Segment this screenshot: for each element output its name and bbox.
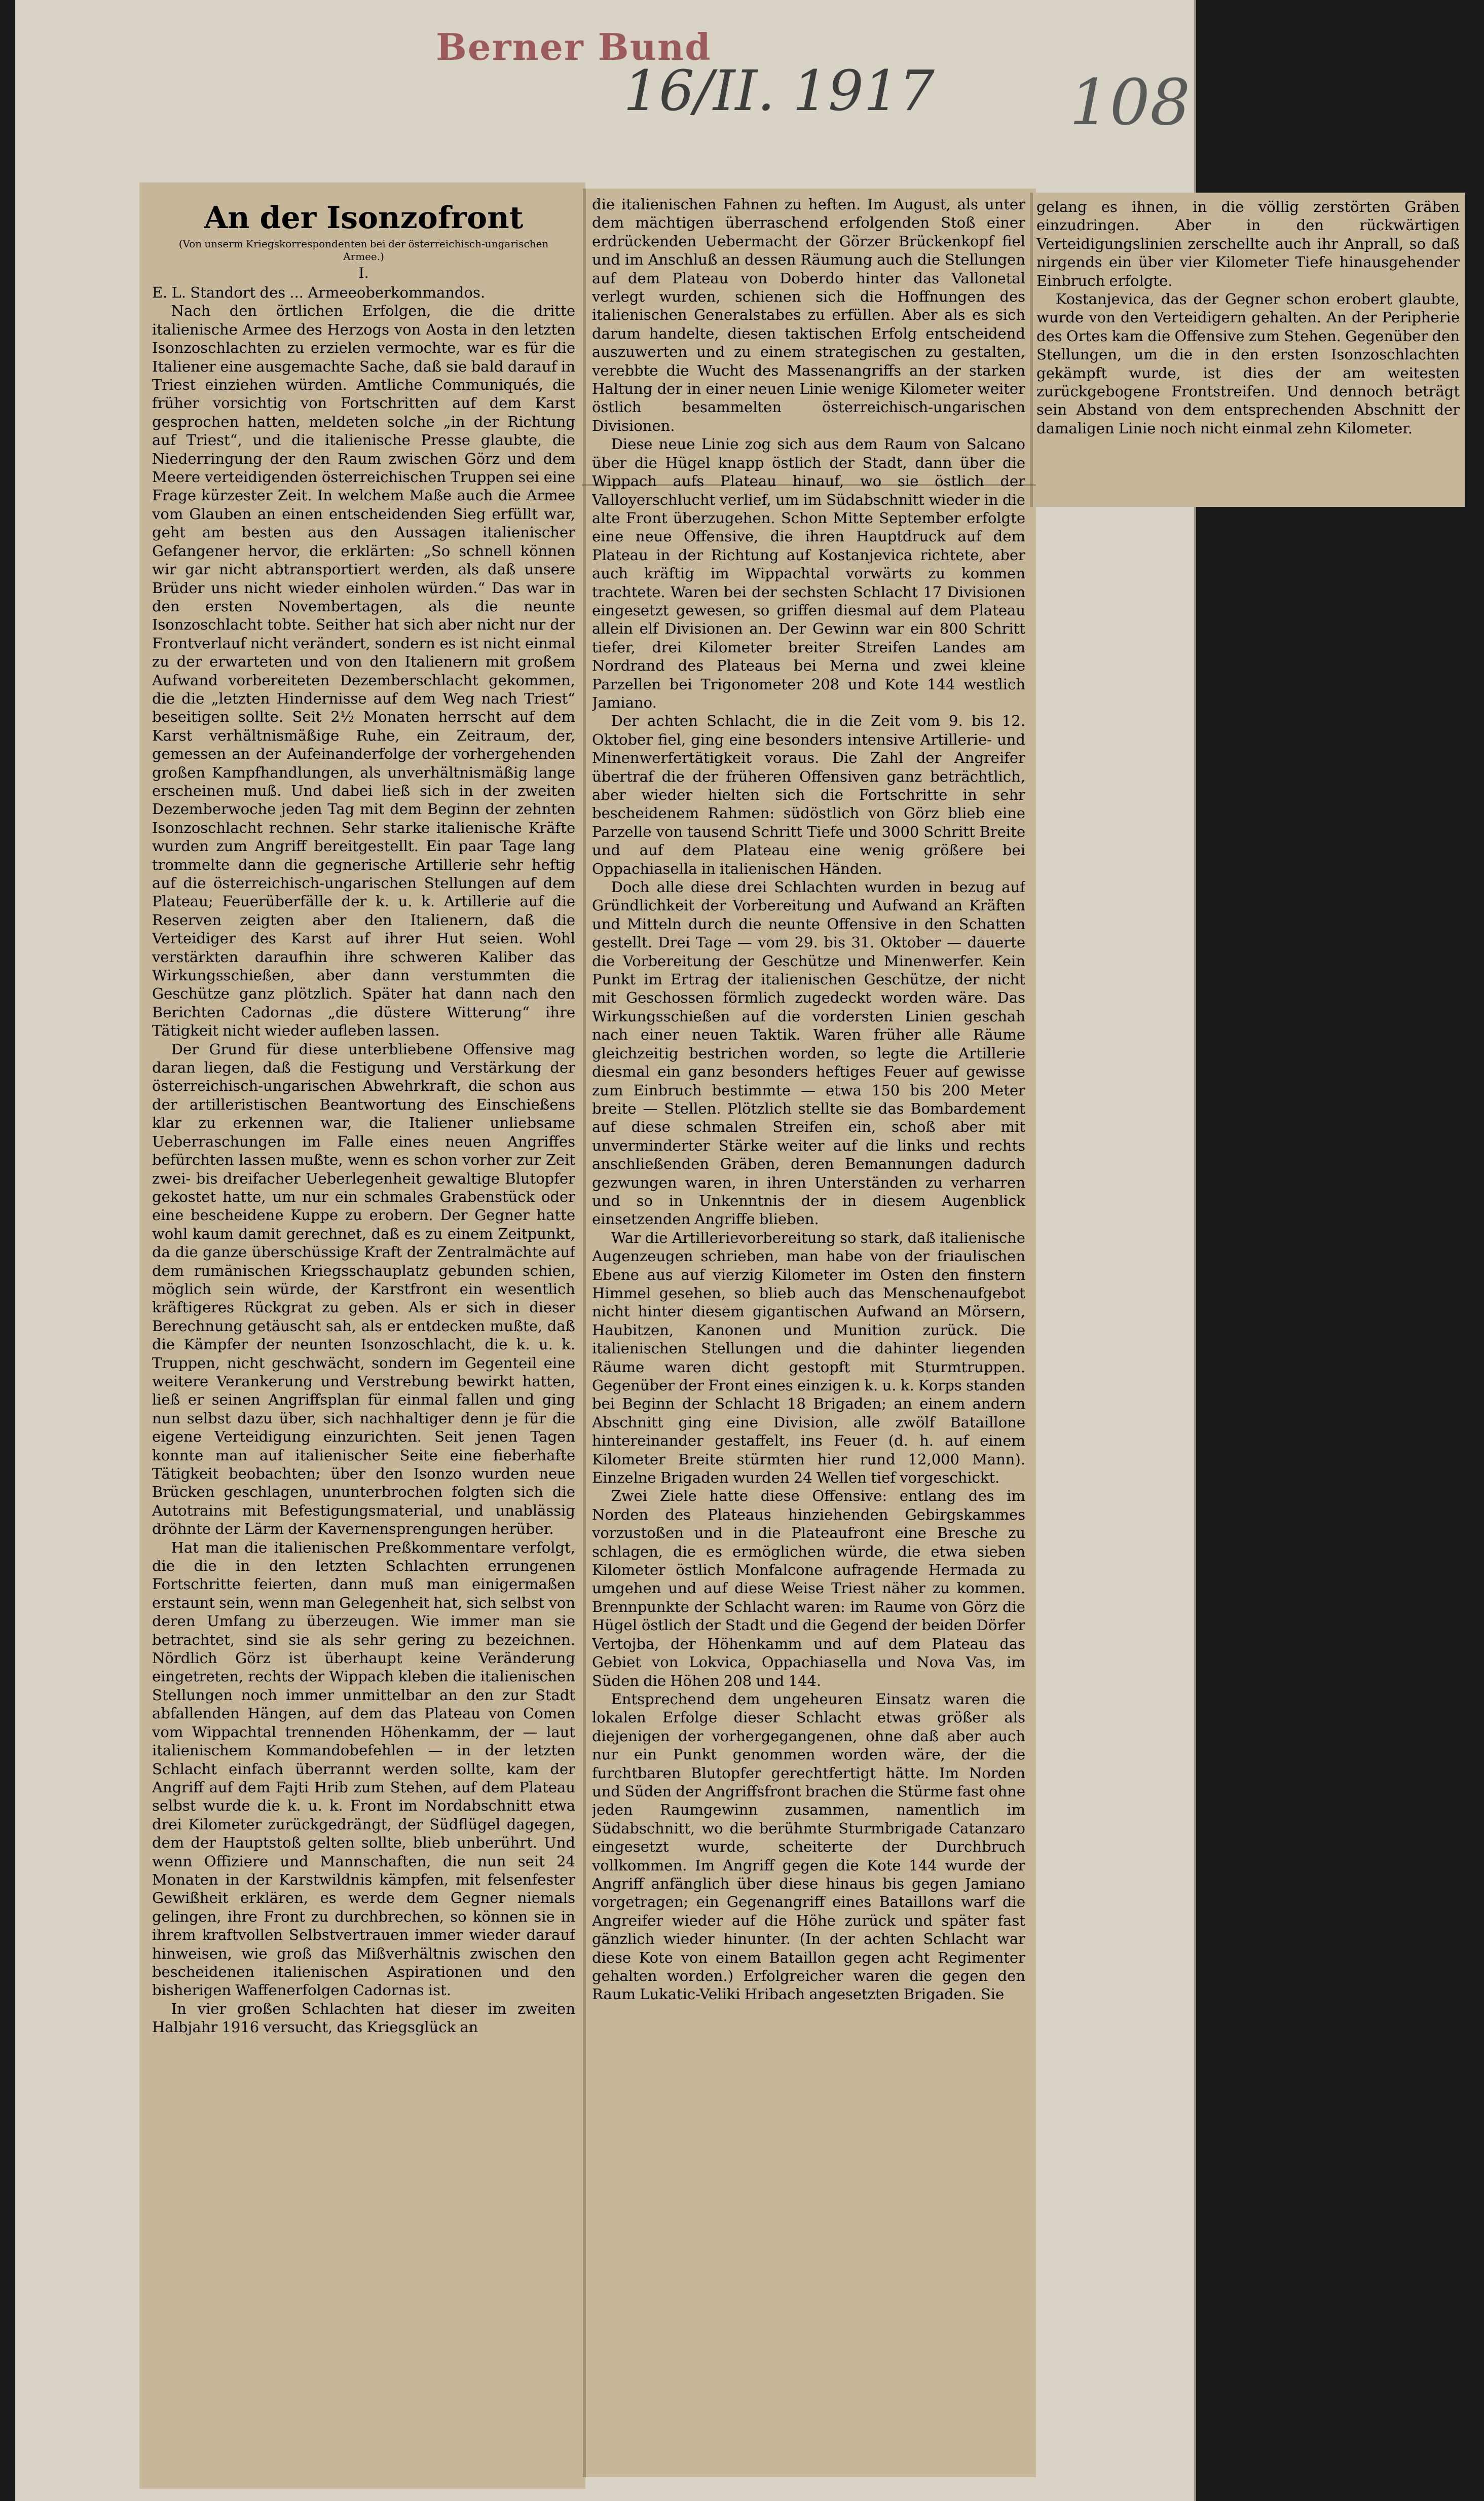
paragraph: Doch alle diese drei Schlachten wurden in bezug auf Gründlichkeit der Vorbereitung und Aufwand an Kräften und Mitteln durch die neunte Offensive in den Schatten gestellt. Drei Tage — vom 29. bis 31. Oktober — dauerte die Vorbereitung der Geschütze und Minenwerfer. Kein Punkt im Ertrag der italienischen Geschütze, der nicht mit Geschossen förmlich zugedeckt worden wäre. Das Wirkungsschießen auf die vordersten Linien geschah nach einer neuen Taktik. Waren früher alle Räume gleichzeitig bestrichen worden, so legte die Artillerie diesmal ein ganz besonders heftiges Feuer auf gewisse zum Einbruch bestimmte — etwa 150 bis 200 Meter breite — Stellen. Plötzlich stellte sie das Bombardement auf diese schmalen Streifen ein, schoß aber mit unverminderter Stärke weiter auf die links und rechts anschließenden Gräben, deren Bemannungen dadurch gezwungen waren, in ihren Unterständen zu verharren und so in Unkenntnis der in diesem Augenblick einsetzenden Angriffe blieben. — [592, 878, 1025, 1228]
paragraph: In vier großen Schlachten hat dieser im zweiten Halbjahr 1916 versucht, das Kriegsglück an — [152, 2000, 575, 2036]
paragraph: War die Artillerievorbereitung so stark, daß italienische Augenzeugen schrieben, man habe von der friaulischen Ebene aus auf vierzig Kilometer im Osten den finstern Himmel gesehen, so blieb auch das Menschenaufgebot nicht hinter diesem gigantischen Aufwand an Mörsern, Haubitzen, Kanonen und Munition zurück. Die italienischen Stellungen und die dahinter liegenden Räume waren dicht gestopft mit Sturmtruppen. Gegenüber der Front eines einzigen k. u. k. Korps standen bei Beginn der Schlacht 18 Brigaden; an einem andern Abschnitt ging eine Division, alle zwölf Bataillone hintereinander gestaffelt, ins Feuer (d. h. auf einem Kilometer Breite stürmten hier rund 12,000 Mann). Einzelne Brigaden wurden 24 Wellen tief vorgeschickt. — [592, 1229, 1025, 1487]
article-column-2 — [592, 195, 1025, 2471]
article-subtitle: (Von unserm Kriegskorrespondenten bei der österreichisch-ungarischen Armee.) — [178, 238, 549, 263]
dateline: E. L. Standort des ... Armeeoberkommandos. — [152, 284, 486, 301]
paragraph: die italienischen Fahnen zu heften. Im August, als unter dem mächtigen überraschend erfolgenden Stoß einer erdrückenden Uebermacht der Görzer Brückenkopf fiel und im Anschluß an dessen Räumung auch die Stellungen auf dem Plateau von Doberdo hinter das Vallonetal verlegt wurden, schienen sich die Hoffnungen des italienischen Generalstabes zu erfüllen. Aber als es sich darum handelte, diesen taktischen Erfolg entscheidend auszuwerten und zu einem strategischen zu gestalten, verebbte die Wucht des Massenangriffs an der starken Haltung der in einer neuen Linie wenige Kilometer weiter östlich besammelten österreichisch-ungarischen Divisionen. — [592, 196, 1025, 434]
section-number: I. — [358, 265, 369, 281]
paragraph: Hat man die italienischen Preßkommentare verfolgt, die die in den letzten Schlachten errungenen Fortschritte feierten, dann muß man einigermaßen erstaunt sein, wenn man Gelegenheit hat, sich selbst von deren Umfang zu überzeugen. Wie immer man sie betrachtet, sind sie als sehr gering zu bezeichnen. Nördlich Görz ist überhaupt keine Veränderung eingetreten, rechts der Wippach kleben die italienischen Stellungen noch immer unmittelbar an den zur Stadt abfallenden Hängen, auf dem das Plateau von Comen vom Wippachtal trennenden Höhenkamm, der — laut italienischem Kommandobefehlen — in der letzten Schlacht einfach überrannt werden sollte, kam der Angriff auf dem Fajti Hrib zum Stehen, auf dem Plateau selbst wurde die k. u. k. Front im Nordabschnitt etwa drei Kilometer zurückgedrängt, der Südflügel dagegen, dem der Hauptstoß gelten sollte, blieb unberührt. Und wenn Offiziere und Mannschaften, die nun seit 24 Monaten in der Karstwildnis kämpfen, mit felsenfester Gewißheit erklären, es werde dem Gegner niemals gelingen, ihre Front zu durchbrechen, so können sie in ihrem kraftvollen Selbstvertrauen immer wieder darauf hinweisen, wie groß das Mißverhältnis zwischen den bescheidenen italienischen Aspirationen und den bisherigen Waffenerfolgen Cadornas ist. — [152, 1538, 575, 1999]
paragraph: Kostanjevica, das der Gegner schon erobert glaubte, wurde von den Verteidigern gehalten. An der Peripherie des Ortes kam die Offensive zum Stehen. Gegenüber den Stellungen, um die in den ersten Isonzoschlachten gekämpft wurde, ist dies der am weitesten zurückgebogene Frontstreifen. Und dennoch beträgt sein Abstand von dem entsprechenden Abschnitt der damaligen Linie noch nicht einmal zehn Kilometer. — [1036, 290, 1460, 437]
handwritten-date: 16/II. 1917 — [623, 58, 935, 123]
fold-crease — [583, 189, 586, 2477]
paragraph: Nach den örtlichen Erfolgen, die die dritte italienische Armee des Herzogs von Aosta in den letzten Isonzoschlachten zu erzielen vermochte, war es für die Italiener eine ausgemachte Sache, daß sie bald darauf in Triest einziehen würden. Amtliche Communiqués, die früher vorsichtig von Fortschritten auf dem Karst gesprochen hatten, meldeten solche „in der Richtung auf Triest“, und die italienische Presse glaubte, die Niederringung der den Raum zwischen Görz und dem Meere verteidigenden österreichischen Truppen sei eine Frage kürzester Zeit. In welchem Maße auch die Armee vom Glauben an einen entscheidenden Sieg erfüllt war, geht am besten aus den Aussagen italienischer Gefangener hervor, die erklärten: „So schnell können wir gar nicht abtransportiert werden, als daß unsere Brüder uns nicht wieder einholen würden.“ Das war in den ersten Novembertagen, als die neunte Isonzoschlacht tobte. Seither hat sich aber nicht nur der Frontverlauf nicht verändert, sondern es ist nicht einmal zu der erwarteten und von den Italienern mit großem Aufwand vorbereiteten Dezemberschlacht gekommen, die die „letzten Hindernisse auf dem Weg nach Triest“ beseitigen sollte. Seit 2½ Monaten herrscht auf dem Karst verhältnismäßige Ruhe, ein Zeitraum, der, gemessen an der Aufeinanderfolge der vorhergehenden großen Kampfhandlungen, als unverhältnismäßig lange erscheinen muß. Und dabei ließ sich in der zweiten Dezemberwoche jeden Tag mit dem Beginn der zehnten Isonzoschlacht rechnen. Sehr starke italienische Kräfte wurden zum Angriff bereitgestellt. Ein paar Tage lang trommelte dann die gegnerische Artillerie sehr heftig auf die österreichisch-ungarischen Stellungen auf dem Plateau; Feuerüberfälle der k. u. k. Artillerie auf die Reserven zeigten aber den Italienern, daß die Verteidiger des Karst auf ihrer Hut seien. Wohl verstärkten daraufhin ihre schweren Kaliber das Wirkungsschießen, aber dann verstummten die Geschütze ganz plötzlich. Später hat dann nach den Berichten Cadornas „die düstere Witterung“ ihre Tätigkeit nicht wieder aufleben lassen. — [152, 302, 575, 1040]
article-column-3 — [1036, 198, 1460, 502]
newspaper-stamp: Berner Bund — [436, 25, 712, 68]
article-title: An der Isonzofront — [204, 200, 524, 236]
paragraph: Diese neue Linie zog sich aus dem Raum von Salcano über die Hügel knapp östlich der Stadt, dann über die Wippach aufs Plateau hinauf, wo sie östlich der Valloyerschlucht verlief, um im Südabschnitt wieder in die alte Front überzugehen. Schon Mitte September erfolgte eine neue Offensive, die ihren Hauptdruck auf dem Plateau in der Richtung auf Kostanjevica richtete, aber auch kräftig im Wippachtal vorwärts zu kommen trachtete. Waren bei der sechsten Schlacht 17 Divisionen eingesetzt gewesen, so griffen diesmal auf dem Plateau allein elf Divisionen an. Der Gewinn war ein 800 Schritt tiefer, drei Kilometer breiter Streifen Landes am Nordrand des Plateaus bei Merna und zwei kleine Parzellen bei Trigonometer 208 und Kote 144 westlich Jamiano. — [592, 435, 1025, 711]
article-column-1 — [152, 195, 575, 2479]
fold-crease — [1030, 193, 1033, 507]
paragraph: Der achten Schlacht, die in die Zeit vom 9. bis 12. Oktober fiel, ging eine besonders intensive Artillerie- und Minenwerfertätigkeit voraus. Die Zahl der Angreifer übertraf die der früheren Offensiven ganz beträchtlich, aber wieder hielten sich die Fortschritte in sehr bescheidenem Rahmen: südöstlich von Görz blieb eine Parzelle von tausend Schritt Tiefe und 3000 Schritt Breite und auf dem Plateau eine wenig größere bei Oppachiasella in italienischen Händen. — [592, 712, 1025, 877]
paragraph: Zwei Ziele hatte diese Offensive: entlang des im Norden des Plateaus hinziehenden Gebirgskammes vorzustoßen und in die Plateaufront eine Bresche zu schlagen, die es ermöglichen würde, die etwa sieben Kilometer östlich Monfalcone aufragende Hermada zu umgehen und auf diese Weise Triest näher zu kommen. Brennpunkte der Schlacht waren: im Raume von Görz die Hügel östlich der Stadt und die Gegend der beiden Dörfer Vertojba, der Höhenkamm und auf dem Plateau das Gebiet von Lokvica, Oppachiasella und Nova Vas, im Süden die Höhen 208 und 144. — [592, 1487, 1025, 1689]
paragraph: gelang es ihnen, in die völlig zerstörten Gräben einzudringen. Aber in den rückwärtigen Verteidigungslinien zerschellte auch ihr Anprall, so daß nirgends ein über vier Kilometer Tiefe hinausgehender Einbruch erfolgte. — [1036, 198, 1460, 289]
paragraph: Entsprechend dem ungeheuren Einsatz waren die lokalen Erfolge dieser Schlacht etwas größer als diejenigen der vorhergegangenen, ohne daß aber auch nur ein Punkt genommen worden wäre, der die furchtbaren Blutopfer gerechtfertigt hätte. Im Norden und Süden der Angriffsfront brachen die Stürme fast ohne jeden Raumgewinn zusammen, namentlich im Südabschnitt, wo die berühmte Sturmbrigade Catanzaro eingesetzt wurde, scheiterte der Durchbruch vollkommen. Im Angriff gegen die Kote 144 wurde der Angriff anfänglich über diese hinaus bis gegen Jamiano vorgetragen; ein Gegenangriff eines Bataillons warf die Angreifer wieder auf die Höhe zurück und später fast gänzlich wieder hinunter. (In der achten Schlacht war diese Kote von einem Bataillon gegen acht Regimenter gehalten worden.) Erfolgreicher waren die gegen den Raum Lukatic-Veliki Hribach angesetzten Brigaden. Sie — [592, 1690, 1025, 2003]
paragraph: Der Grund für diese unterbliebene Offensive mag daran liegen, daß die Festigung und Verstärkung der österreichisch-ungarischen Abwehrkraft, die schon aus der artilleristischen Beantwortung des Einschießens klar zu erkennen war, die Italiener unliebsame Ueberraschungen im Falle eines neuen Angriffes befürchten lassen mußte, wenn es schon vorher zur Zeit zwei- bis dreifacher Ueberlegenheit gewaltige Blutopfer gekostet hatte, um nur ein schmales Grabenstück oder eine bescheidene Kuppe zu erobern. Der Gegner hatte wohl kaum damit gerechnet, daß es zu einem Zeitpunkt, da die ganze überschüssige Kraft der Zentralmächte auf dem rumänischen Kriegsschauplatz gebunden schien, möglich sein würde, der Karstfront ein wesentlich kräftigeres Rückgrat zu geben. Als er sich in dieser Berechnung getäuscht sah, als er entdecken mußte, daß die Kämpfer der neunten Isonzoschlacht, die k. u. k. Truppen, nicht geschwächt, sondern im Gegenteil eine weitere Verankerung und Verstrebung bewirkt hatten, ließ er seinen Angriffsplan für einmal fallen und ging nun selbst dazu über, sich nachhaltiger denn je für die eigene Verteidigung einzurichten. Seit jenen Tagen konnte man auf italienischer Seite eine fieberhafte Tätigkeit beobachten; über den Isonzo wurden neue Brücken geschlagen, ununterbrochen folgten sich die Autotrains mit Befestigungsmaterial, und unablässig dröhnte der Lärm der Kavernensprengungen herüber. — [152, 1040, 575, 1538]
handwritten-folio-number: 108 — [1069, 66, 1191, 139]
